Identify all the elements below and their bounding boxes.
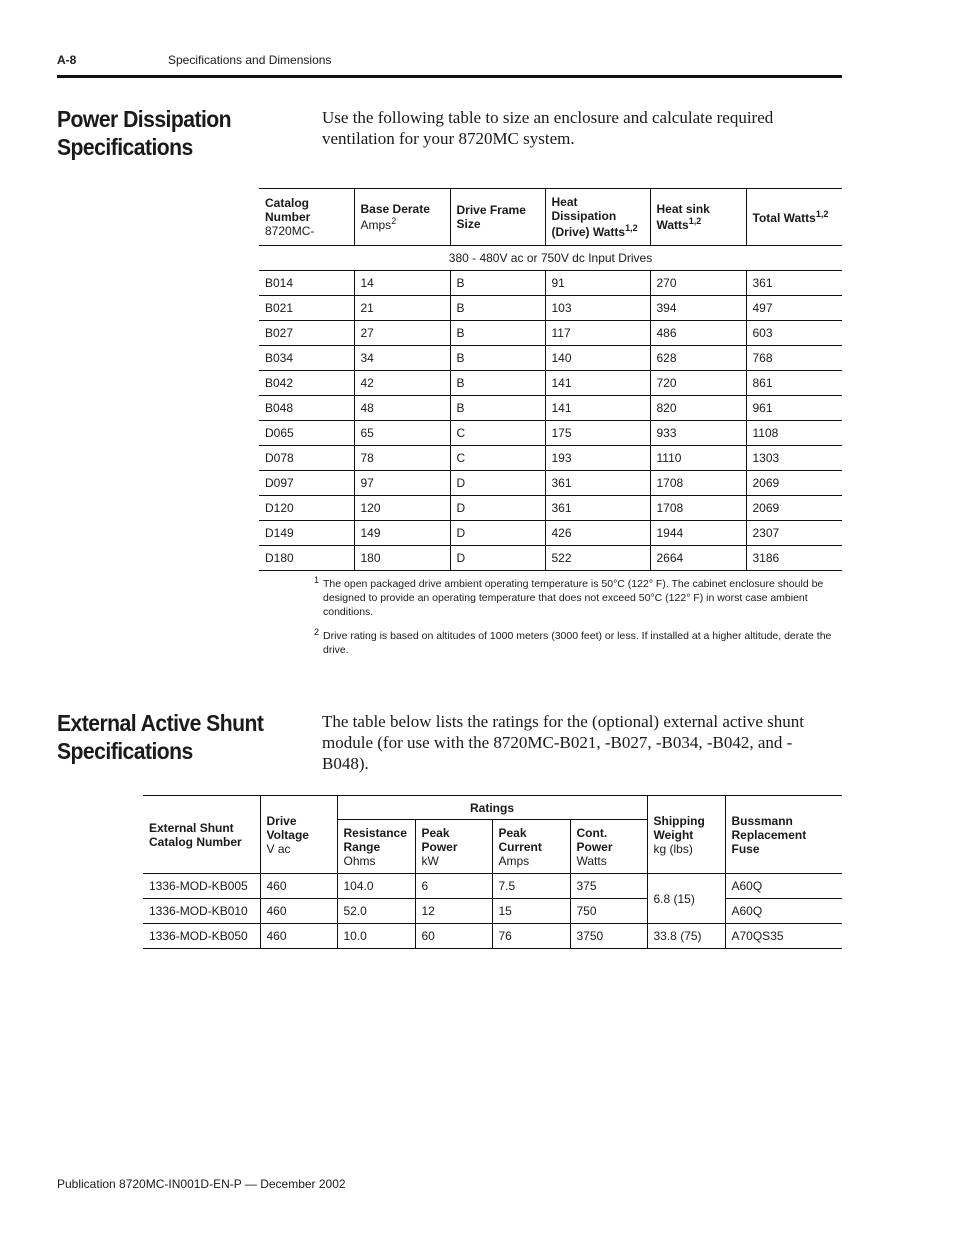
table-row [259, 346, 842, 371]
col-shunt-catalog-number: External Shunt Catalog Number [143, 796, 260, 874]
table-header-row [143, 796, 842, 820]
cell: B034 [259, 346, 354, 371]
header-rule [57, 75, 842, 78]
col-base-derate: Base Derate Amps$^2$ [354, 189, 450, 246]
cell: 460 [260, 924, 337, 949]
col-resistance-range: Resistance Range Ohms [337, 820, 415, 874]
table-row [143, 924, 842, 949]
cell: B [450, 271, 545, 296]
cell: 193 [545, 446, 650, 471]
cell: D097 [259, 471, 354, 496]
cell: 141 [545, 396, 650, 421]
group-label: 380 - 480V ac or 750V dc Input Drives [259, 246, 842, 271]
section-title: Specifications and Dimensions [168, 53, 332, 67]
cell: 486 [650, 321, 746, 346]
col-drive-voltage: Drive Voltage V ac [260, 796, 337, 874]
cell-shared-weight: 6.8 (15) [647, 874, 725, 924]
cell: 65 [354, 421, 450, 446]
cell: 820 [650, 396, 746, 421]
cell: 3186 [746, 546, 842, 571]
cell: 103 [545, 296, 650, 321]
col-cont-power: Cont. Power Watts [570, 820, 647, 874]
cell: 78 [354, 446, 450, 471]
cell: 2069 [746, 471, 842, 496]
cell: B [450, 371, 545, 396]
cell: 720 [650, 371, 746, 396]
table-row [259, 296, 842, 321]
table-row [143, 899, 842, 924]
cell: 460 [260, 899, 337, 924]
table-row [259, 396, 842, 421]
cell: 2664 [650, 546, 746, 571]
external-shunt-heading: External Active Shunt Specifications [57, 710, 264, 764]
cell: 3750 [570, 924, 647, 949]
cell: 361 [545, 496, 650, 521]
footnote-1 [314, 575, 838, 619]
power-dissipation-table [259, 188, 842, 571]
cell: 12 [415, 899, 492, 924]
col-shipping-weight: Shipping Weight kg (lbs) [647, 796, 725, 874]
cell: A70QS35 [725, 924, 842, 949]
cell: 180 [354, 546, 450, 571]
col-peak-power: Peak Power kW [415, 820, 492, 874]
cell: 361 [545, 471, 650, 496]
col-replacement-fuse: Bussmann Replacement Fuse [725, 796, 842, 874]
cell: A60Q [725, 874, 842, 899]
cell: 15 [492, 899, 570, 924]
cell: B042 [259, 371, 354, 396]
cell: D [450, 471, 545, 496]
cell: 34 [354, 346, 450, 371]
external-shunt-intro: The table below lists the ratings for the (optional) external active shunt module (for use with the 8720MC-B021, -B027, -B034, -B042, and -B048). [322, 712, 804, 773]
footnote-text: The open packaged drive ambient operating temperature is 50°C (122° F). The cabinet enclosure should be designed to provide an operating temperature that does not exceed 50°C (122° F) in worst case ambient conditions. [323, 578, 824, 618]
cell: 10.0 [337, 924, 415, 949]
cell: 394 [650, 296, 746, 321]
footnote-mark: 2 [314, 627, 320, 637]
cell: D180 [259, 546, 354, 571]
power-dissipation-intro: Use the following table to size an enclosure and calculate required ventilation for your 8720MC system. [322, 108, 774, 148]
cell: 861 [746, 371, 842, 396]
page-number: A-8 [57, 53, 77, 67]
cell: B048 [259, 396, 354, 421]
cell: 42 [354, 371, 450, 396]
cell: 361 [746, 271, 842, 296]
cell: 961 [746, 396, 842, 421]
cell: 140 [545, 346, 650, 371]
cell: 120 [354, 496, 450, 521]
cell: D078 [259, 446, 354, 471]
cell: B027 [259, 321, 354, 346]
table-row [259, 321, 842, 346]
cell: 768 [746, 346, 842, 371]
col-catalog-number: Catalog Number 8720MC- [259, 189, 354, 246]
cell: 48 [354, 396, 450, 421]
external-shunt-table [143, 795, 842, 949]
group-row [259, 246, 842, 271]
table-row [259, 271, 842, 296]
table-header-row [259, 189, 842, 246]
cell: 1336-MOD-KB005 [143, 874, 260, 899]
cell: A60Q [725, 899, 842, 924]
cell: 1108 [746, 421, 842, 446]
cell: 375 [570, 874, 647, 899]
col-total-watts: Total Watts$^{1,2}$ [746, 189, 842, 246]
cell: 60 [415, 924, 492, 949]
cell: 104.0 [337, 874, 415, 899]
cell: 2069 [746, 496, 842, 521]
table-row [259, 546, 842, 571]
cell: 1708 [650, 471, 746, 496]
cell: 497 [746, 296, 842, 321]
col-drive-frame-size: Drive Frame Size [450, 189, 545, 246]
cell: 603 [746, 321, 842, 346]
col-heat-sink-watts: Heat sink Watts$^{1,2}$ [650, 189, 746, 246]
col-group-ratings: Ratings [337, 796, 647, 820]
cell: C [450, 421, 545, 446]
cell: B [450, 346, 545, 371]
cell: 1944 [650, 521, 746, 546]
table-row [259, 521, 842, 546]
col-heat-dissipation: Heat Dissipation (Drive) Watts$^{1,2}$ [545, 189, 650, 246]
cell: 21 [354, 296, 450, 321]
cell: 460 [260, 874, 337, 899]
cell: D120 [259, 496, 354, 521]
cell: 76 [492, 924, 570, 949]
cell: 1708 [650, 496, 746, 521]
cell: 2307 [746, 521, 842, 546]
cell: D065 [259, 421, 354, 446]
cell: 175 [545, 421, 650, 446]
cell: B [450, 396, 545, 421]
cell: 522 [545, 546, 650, 571]
cell: 33.8 (75) [647, 924, 725, 949]
cell: 7.5 [492, 874, 570, 899]
footnote-text: Drive rating is based on altitudes of 1000 meters (3000 feet) or less. If installed at a higher altitude, derate the drive. [323, 630, 832, 656]
cell: D149 [259, 521, 354, 546]
publication-footer: Publication 8720MC-IN001D-EN-P — December 2002 [57, 1177, 346, 1191]
cell: 426 [545, 521, 650, 546]
cell: C [450, 446, 545, 471]
cell: 141 [545, 371, 650, 396]
table-row [259, 421, 842, 446]
cell: 6 [415, 874, 492, 899]
cell: D [450, 521, 545, 546]
cell: 14 [354, 271, 450, 296]
cell: 117 [545, 321, 650, 346]
cell: 1110 [650, 446, 746, 471]
cell: 91 [545, 271, 650, 296]
power-dissipation-heading: Power Dissipation Specifications [57, 106, 232, 160]
cell: 1303 [746, 446, 842, 471]
footnote-mark: 1 [314, 575, 320, 585]
table-row [259, 446, 842, 471]
cell: 52.0 [337, 899, 415, 924]
cell: 750 [570, 899, 647, 924]
cell: 1336-MOD-KB010 [143, 899, 260, 924]
cell: 27 [354, 321, 450, 346]
cell: B014 [259, 271, 354, 296]
table-row [259, 496, 842, 521]
col-peak-current: Peak Current Amps [492, 820, 570, 874]
cell: B [450, 296, 545, 321]
cell: D [450, 546, 545, 571]
table-row [143, 874, 842, 899]
cell: 97 [354, 471, 450, 496]
table-row [259, 371, 842, 396]
cell: 628 [650, 346, 746, 371]
cell: D [450, 496, 545, 521]
cell: 149 [354, 521, 450, 546]
cell: 270 [650, 271, 746, 296]
cell: 1336-MOD-KB050 [143, 924, 260, 949]
cell: 933 [650, 421, 746, 446]
table-row [259, 471, 842, 496]
footnote-2 [314, 627, 838, 657]
cell: B [450, 321, 545, 346]
cell: B021 [259, 296, 354, 321]
